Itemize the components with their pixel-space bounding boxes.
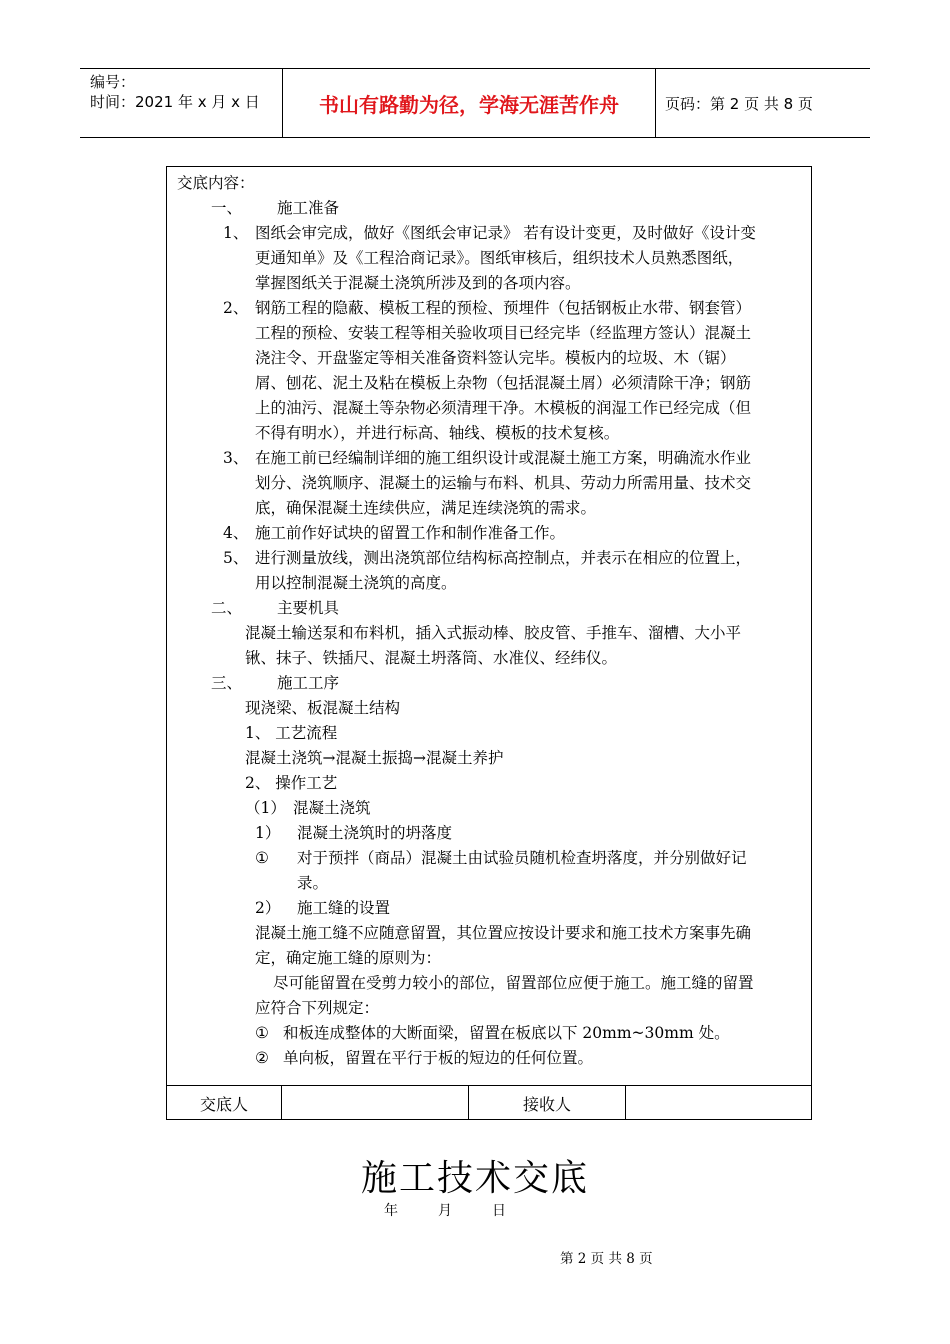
rule-2-marker: ② bbox=[255, 1049, 269, 1067]
circled-1-line: 对于预拌（商品）混凝土由试验员随机检查坍落度，并分别做好记 bbox=[297, 849, 747, 867]
header-motto-cell bbox=[283, 69, 656, 137]
section-2-number: 二、 bbox=[211, 599, 243, 617]
item-2-line: 屑、刨花、泥土及粘在模板上杂物（包括混凝土屑）必须清除干净；钢筋 bbox=[255, 374, 752, 392]
operation-title: 2、 操作工艺 bbox=[245, 774, 338, 792]
substep-1-title: 混凝土浇筑时的坍落度 bbox=[297, 824, 453, 842]
section-1-title: 施工准备 bbox=[277, 199, 340, 217]
section-2-line: 混凝土输送泵和布料机，插入式振动棒、胶皮管、手推车、溜槽、大小平 bbox=[245, 624, 742, 642]
item-4-line: 施工前作好试块的留置工作和制作准备工作。 bbox=[255, 524, 566, 542]
page-header bbox=[80, 68, 870, 138]
process-flow: 混凝土浇筑→混凝土振捣→混凝土养护 bbox=[245, 749, 504, 767]
item-4-number: 4、 bbox=[223, 524, 249, 542]
circled-1-line: 录。 bbox=[297, 874, 329, 892]
giver-label: 交底人 bbox=[167, 1086, 282, 1120]
page-footer: 第 2 页 共 8 页 bbox=[560, 1251, 653, 1267]
header-motto: 书山有路勤为径，学海无涯苦作舟 bbox=[319, 92, 619, 117]
process-flow-title: 1、 工艺流程 bbox=[245, 724, 338, 742]
disclosure-table bbox=[166, 166, 812, 1120]
joint-paragraph-line: 混凝土施工缝不应随意留置，其位置应按设计要求和施工技术方案事先确 bbox=[255, 924, 752, 942]
item-2-line: 钢筋工程的隐蔽、模板工程的预检、预埋件（包括钢板止水带、钢套管） bbox=[255, 299, 752, 317]
header-info-cell bbox=[80, 69, 283, 137]
section-2-line: 锹、抹子、铁插尺、混凝土坍落筒、水准仪、经纬仪。 bbox=[245, 649, 618, 667]
circled-1-marker: ① bbox=[255, 849, 269, 867]
signature-row bbox=[167, 1085, 811, 1120]
item-1-line: 更通知单》及《工程洽商记录》。图纸审核后，组织技术人员熟悉图纸， bbox=[255, 249, 744, 267]
item-2-line: 工程的预检、安装工程等相关验收项目已经完毕（经监理方签认）混凝土 bbox=[255, 324, 752, 342]
item-1-line: 掌握图纸关于混凝土浇筑所涉及到的各项内容。 bbox=[255, 274, 581, 292]
receiver-label: 接收人 bbox=[469, 1086, 626, 1120]
rule-2-text: 单向板，留置在平行于板的短边的任何位置。 bbox=[283, 1049, 594, 1067]
item-5-line: 用以控制混凝土浇筑的高度。 bbox=[255, 574, 457, 592]
rule-1-marker: ① bbox=[255, 1024, 269, 1042]
header-page-number: 页码：第 2 页 共 8 页 bbox=[665, 94, 813, 113]
item-3-line: 底，确保混凝土连续供应，满足连续浇筑的需求。 bbox=[255, 499, 597, 517]
substep-1-number: 1） bbox=[255, 824, 281, 842]
step-1-title: 混凝土浇筑 bbox=[293, 799, 371, 817]
receiver-signature-field[interactable] bbox=[626, 1086, 811, 1120]
document-time-label: 时间：2021 年 x 月 x 日 bbox=[90, 93, 260, 111]
document-number-label: 编号： bbox=[90, 73, 136, 91]
giver-signature-field[interactable] bbox=[282, 1086, 469, 1120]
header-page-cell bbox=[656, 69, 870, 137]
section-3-number: 三、 bbox=[211, 674, 243, 692]
date-year: 年 bbox=[384, 1203, 398, 1219]
document-title: 施工技术交底 bbox=[360, 1158, 589, 1199]
item-1-number: 1、 bbox=[223, 224, 249, 242]
item-2-line: 浇注令、开盘鉴定等相关准备资料签认完毕。模板内的垃圾、木（锯） bbox=[255, 349, 736, 367]
section-3-title: 施工工序 bbox=[277, 674, 340, 692]
item-5-number: 5、 bbox=[223, 549, 249, 567]
item-2-number: 2、 bbox=[223, 299, 249, 317]
substep-2-title: 施工缝的设置 bbox=[297, 899, 391, 917]
date-day: 日 bbox=[492, 1203, 506, 1219]
item-3-number: 3、 bbox=[223, 449, 249, 467]
section-3-subtitle: 现浇梁、板混凝土结构 bbox=[245, 699, 401, 717]
content-intro: 交底内容： bbox=[177, 174, 255, 192]
item-1-line: 图纸会审完成，做好《图纸会审记录》 若有设计变更，及时做好《设计变 bbox=[255, 224, 756, 242]
step-1-number: （1） bbox=[245, 799, 286, 817]
joint-paragraph-line: 定，确定施工缝的原则为： bbox=[255, 949, 442, 967]
substep-2-number: 2） bbox=[255, 899, 281, 917]
item-2-line: 上的油污、混凝土等杂物必须清理干净。木模板的润湿工作已经完成（但 bbox=[255, 399, 752, 417]
section-2-title: 主要机具 bbox=[277, 599, 340, 617]
item-2-line: 不得有明水），并进行标高、轴线、模板的技术复核。 bbox=[255, 424, 620, 442]
item-5-line: 进行测量放线，测出浇筑部位结构标高控制点，并表示在相应的位置上， bbox=[255, 549, 752, 567]
date-month: 月 bbox=[438, 1203, 452, 1219]
section-1-number: 一、 bbox=[211, 199, 243, 217]
item-3-line: 在施工前已经编制详细的施工组织设计或混凝土施工方案，明确流水作业 bbox=[255, 449, 752, 467]
rule-1-text: 和板连成整体的大断面梁，留置在板底以下 20mm~30mm 处。 bbox=[283, 1024, 730, 1042]
disclosure-content bbox=[167, 167, 811, 1085]
rule-paragraph-line: 应符合下列规定： bbox=[255, 999, 380, 1017]
item-3-line: 划分、浇筑顺序、混凝土的运输与布料、机具、劳动力所需用量、技术交 bbox=[255, 474, 752, 492]
rule-paragraph-line: 尽可能留置在受剪力较小的部位，留置部位应便于施工。施工缝的留置 bbox=[273, 974, 754, 992]
